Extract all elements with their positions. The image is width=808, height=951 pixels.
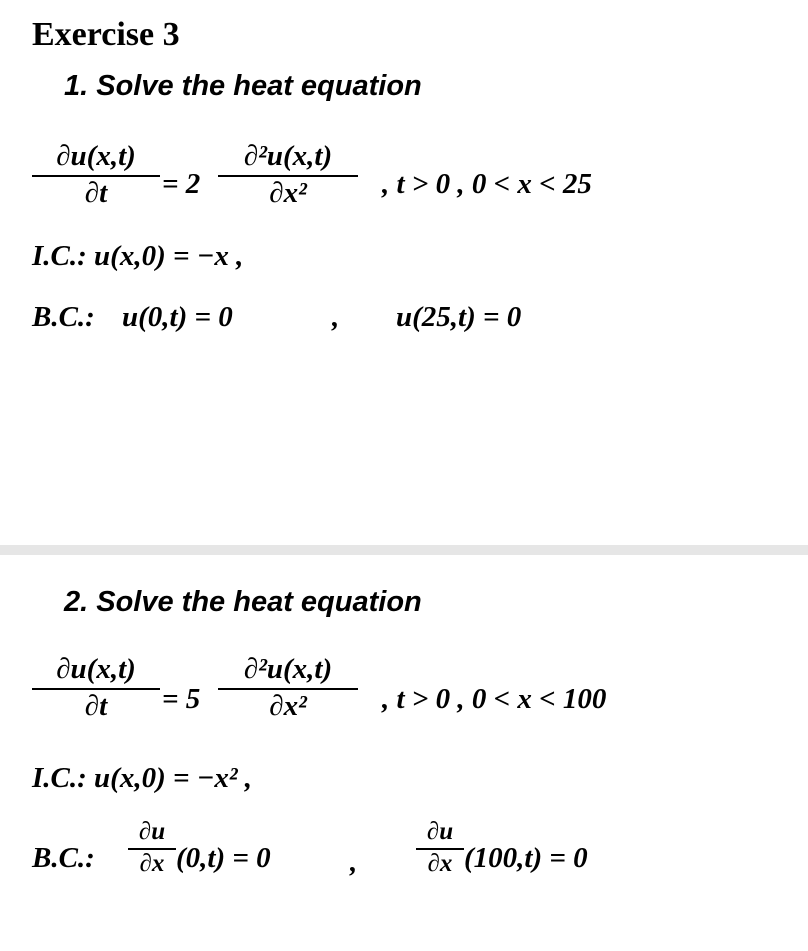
p1-bc-separator: , <box>332 301 340 333</box>
p2-bc-left-derivative <box>128 818 176 878</box>
p1-rhs-numerator: ∂²u(x,t) <box>243 140 333 172</box>
p2-lhs-fraction <box>32 653 160 723</box>
p1-lhs-denominator: ∂t <box>84 176 108 209</box>
p2-rhs-numerator: ∂²u(x,t) <box>243 653 333 685</box>
p2-bc-left-numerator: ∂u <box>138 818 166 845</box>
exercise-title: Exercise 3 <box>32 16 180 53</box>
p1-bc-left: u(0,t) = 0 <box>122 301 233 333</box>
p1-lhs-numerator: ∂u(x,t) <box>56 140 136 172</box>
p2-bc-left-tail: (0,t) = 0 <box>176 842 271 874</box>
section-divider <box>0 545 808 555</box>
p1-rhs-denominator: ∂x² <box>269 176 307 209</box>
p2-bc-right-tail: (100,t) = 0 <box>464 842 588 874</box>
p1-coefficient: = 2 <box>162 168 201 200</box>
p1-bc-right: u(25,t) = 0 <box>396 301 522 333</box>
p2-coefficient: = 5 <box>162 683 201 715</box>
p1-initial-condition: I.C.: u(x,0) = −x , <box>32 240 244 272</box>
p2-domain: , t > 0 , 0 < x < 100 <box>382 683 607 715</box>
p1-bc-label: B.C.: <box>32 301 95 333</box>
p1-lhs-fraction <box>32 140 160 210</box>
p2-bc-right-denominator: ∂x <box>427 849 453 877</box>
p2-lhs-denominator: ∂t <box>84 689 108 722</box>
p2-bc-separator: , <box>350 846 358 878</box>
p2-bc-right-numerator: ∂u <box>426 818 454 845</box>
p1-domain: , t > 0 , 0 < x < 25 <box>382 168 592 200</box>
p2-bc-label: B.C.: <box>32 842 95 874</box>
problem-2-heading: 2. Solve the heat equation <box>64 586 422 618</box>
p2-lhs-numerator: ∂u(x,t) <box>56 653 136 685</box>
p2-bc-right-derivative <box>416 818 464 878</box>
problem-1-heading: 1. Solve the heat equation <box>64 70 422 102</box>
p1-rhs-fraction <box>218 140 358 210</box>
p2-rhs-fraction <box>218 653 358 723</box>
p2-rhs-denominator: ∂x² <box>269 689 307 722</box>
p2-bc-left-denominator: ∂x <box>139 849 165 877</box>
p2-initial-condition: I.C.: u(x,0) = −x² , <box>32 762 253 794</box>
